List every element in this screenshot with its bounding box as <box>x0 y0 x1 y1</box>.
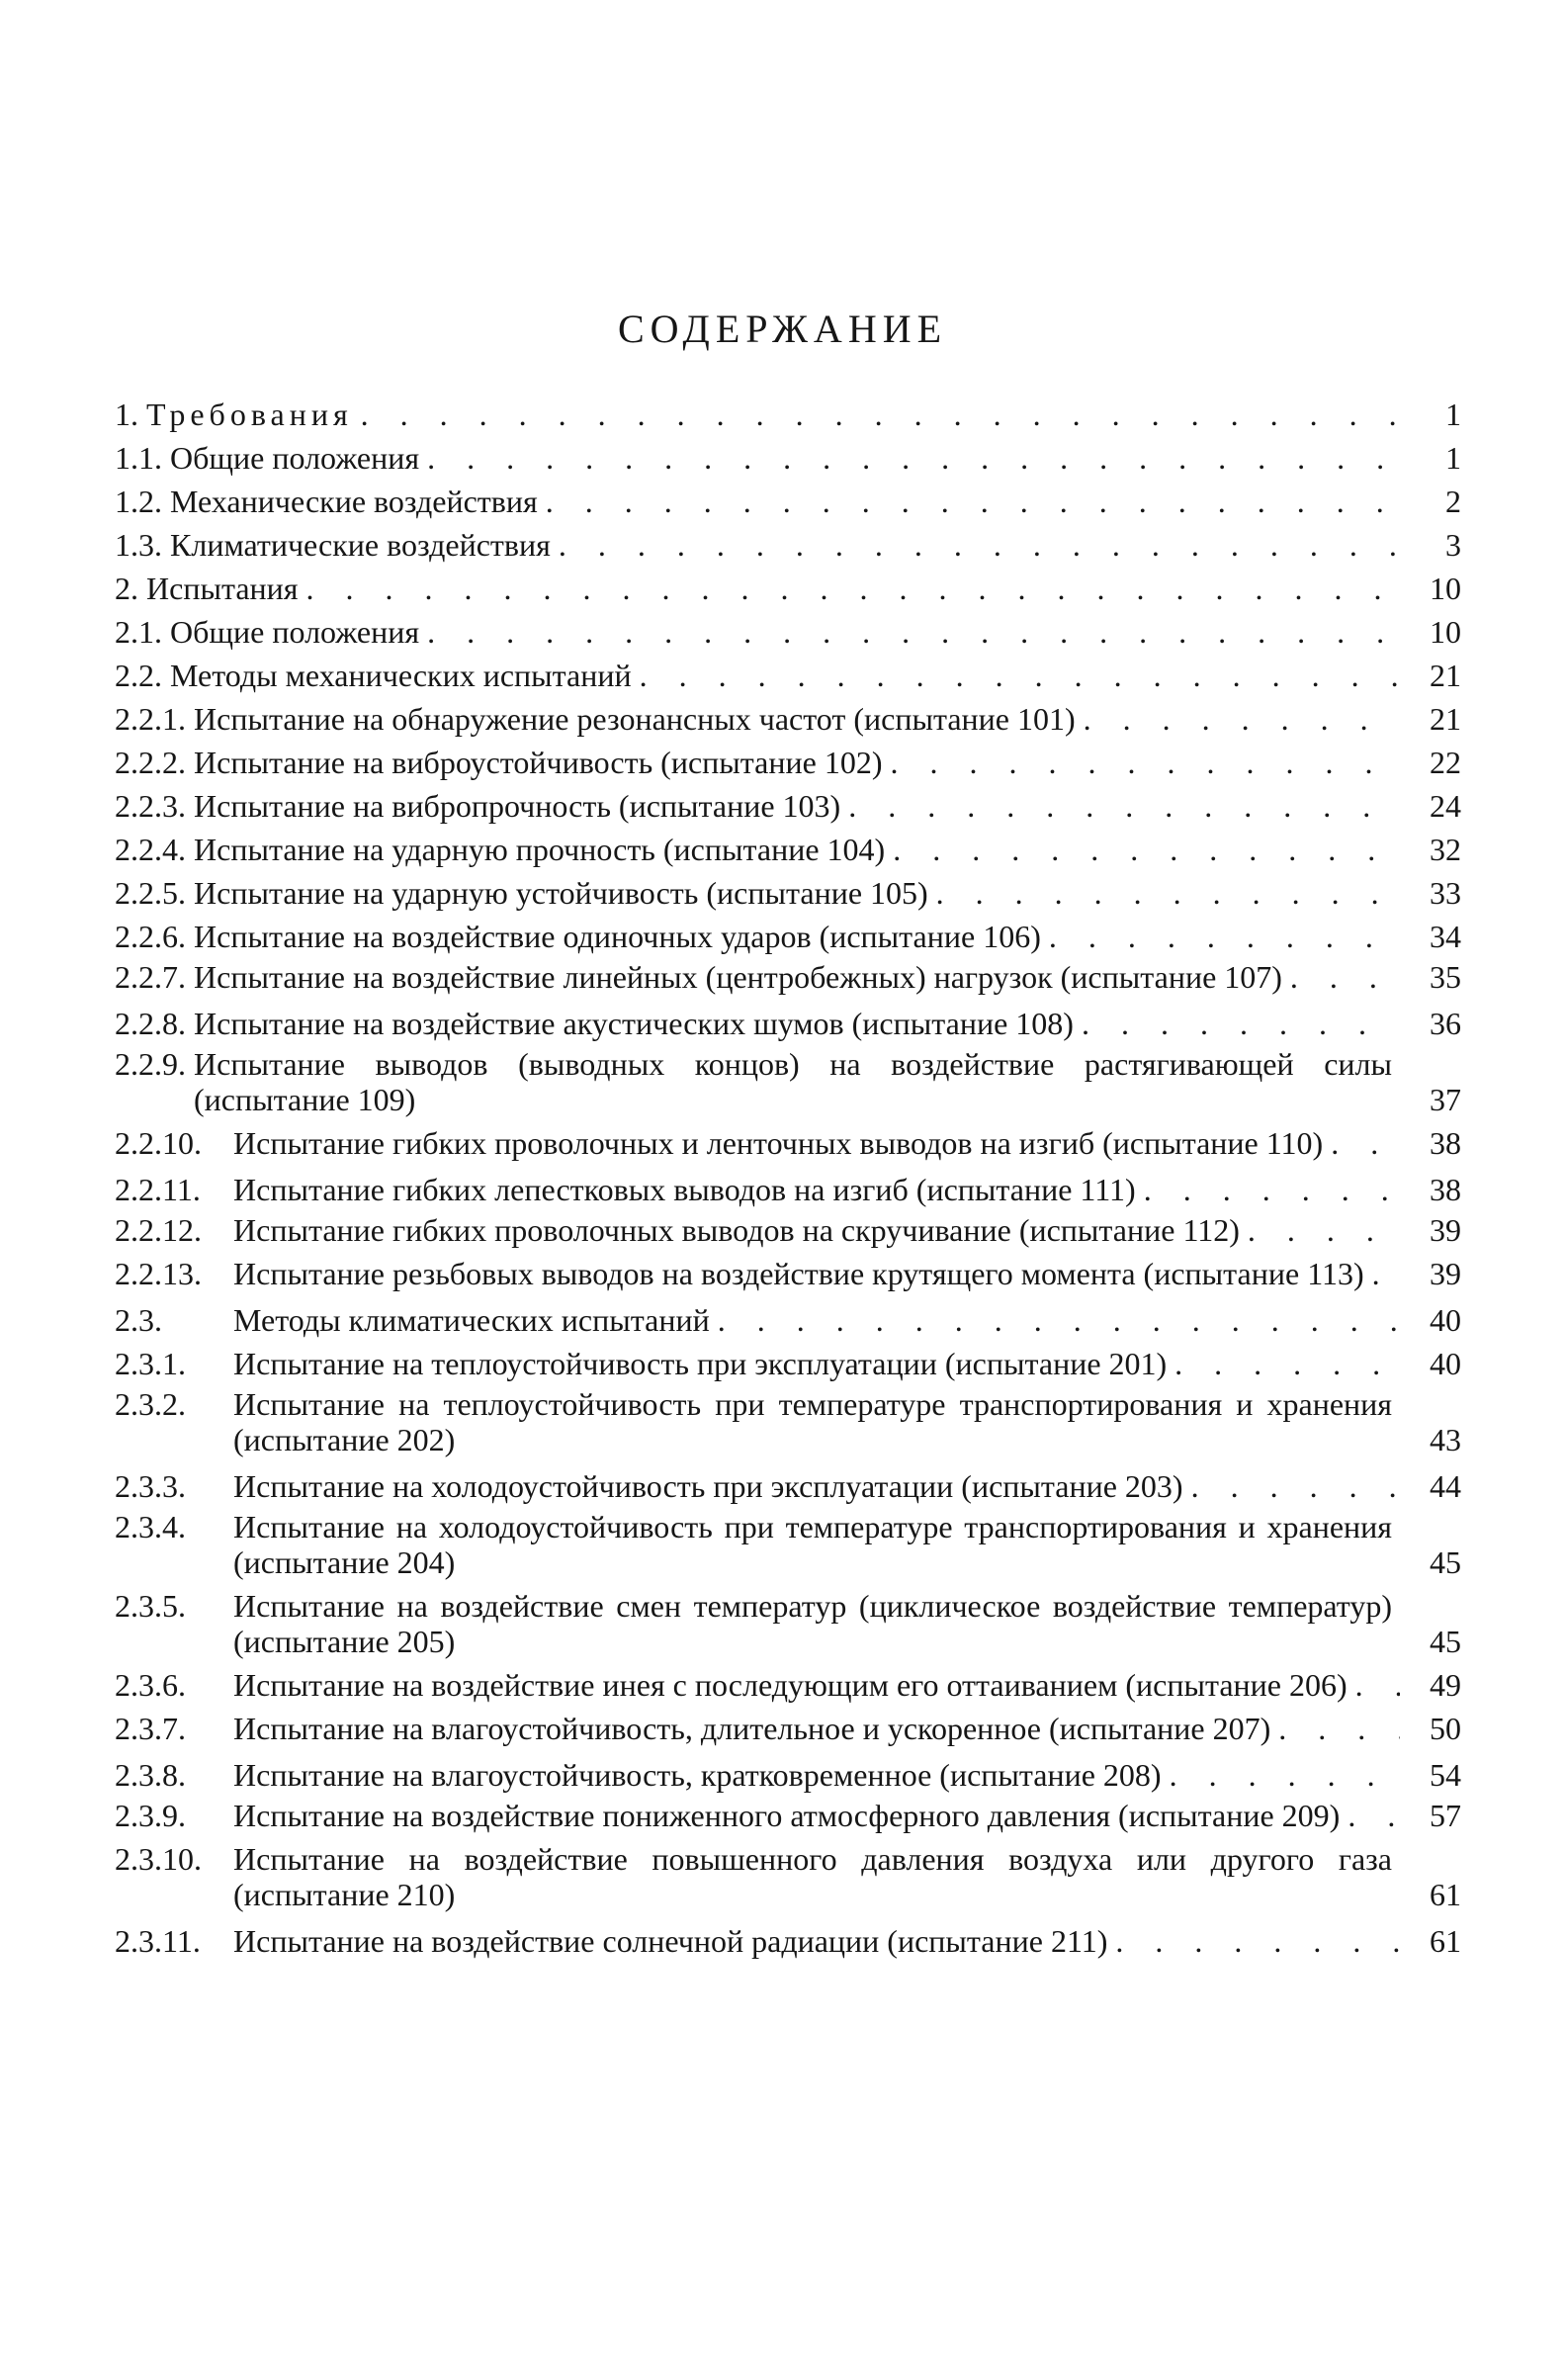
toc-entry-number: 2. <box>115 571 138 606</box>
toc-entry-body <box>146 568 1400 610</box>
toc-entry-title: Испытание на холодоустойчивость при температуре транспортирования и хранения (испытание 204) <box>233 1509 1392 1580</box>
toc-entry <box>115 1667 1461 1703</box>
toc-entry-title: Испытание на вибропрочность (испытание 103) <box>194 788 841 824</box>
toc-entry-page: 45 <box>1430 1624 1461 1659</box>
toc-entry <box>115 1343 1461 1385</box>
page-title: СОДЕРЖАНИЕ <box>617 307 948 351</box>
toc-entry-number: 2.2.9. <box>115 1046 186 1082</box>
toc-leader-dots <box>848 785 1400 828</box>
toc-entry-title: Испытание на воздействие смен температур (циклическое воздействие температур) (испытание 205) <box>233 1588 1392 1659</box>
toc-entry-title: Испытание на воздействие одиночных ударов (испытание 106) <box>194 919 1041 954</box>
toc-entry-number: 2.2.7. <box>115 959 186 995</box>
toc-entry-gap <box>186 785 194 828</box>
toc-entry <box>115 1465 1461 1508</box>
toc-entry-title: Испытание на воздействие пониженного атмосферного давления (испытание 209) <box>233 1798 1341 1833</box>
toc-entry-title: Испытание выводов (выводных концов) на воздействие растягивающей силы (испытание 109) <box>194 1046 1392 1117</box>
toc-entry-title: Испытание на теплоустойчивость при эксплуатации (испытание 201) <box>233 1346 1168 1381</box>
toc-leader-dots <box>1372 1256 1400 1291</box>
toc-entry-number: 2.2.2. <box>115 745 186 780</box>
toc-entry-title: Методы механических испытаний <box>170 658 632 693</box>
toc-entry-title: Испытание на холодоустойчивость при эксплуатации (испытание 203) <box>233 1468 1183 1504</box>
toc-entry-body <box>233 1588 1400 1659</box>
toc-entry-title: Испытание гибких проволочных выводов на скручивание (испытание 112) <box>233 1212 1240 1248</box>
toc-entry-number: 2.2.12. <box>115 1212 202 1248</box>
toc-entry-number: 2.3.5. <box>115 1588 186 1624</box>
toc-leader-dots <box>1248 1212 1400 1248</box>
toc-entry-body <box>194 785 1400 828</box>
toc-entry <box>115 1841 1461 1912</box>
toc-entry-page: 33 <box>1430 875 1461 911</box>
toc-entry-page: 3 <box>1445 527 1461 563</box>
toc-entry-page: 39 <box>1430 1212 1461 1248</box>
toc-entry-title: Испытание гибких лепестковых выводов на изгиб (испытание 111) <box>233 1172 1136 1207</box>
toc-entry-number: 2.2.3. <box>115 788 186 824</box>
toc-entry <box>115 1299 1461 1342</box>
toc-leader-dots <box>718 1299 1400 1342</box>
toc-entry-number: 2.2. <box>115 658 162 693</box>
toc-entry-gap <box>186 1046 194 1117</box>
toc-leader-dots <box>640 655 1400 697</box>
toc-entry-number: 1. <box>115 397 138 432</box>
toc-entry-page: 36 <box>1430 1006 1461 1041</box>
toc-entry-title: Испытание на воздействие акустических шумов (испытание 108) <box>194 1006 1074 1041</box>
toc-entry-page: 45 <box>1430 1544 1461 1580</box>
toc-entry-gap <box>186 872 194 915</box>
toc-entry-title: Испытания <box>146 571 299 606</box>
toc-entry-body <box>194 829 1400 871</box>
toc-entry <box>115 611 1461 654</box>
toc-entry-gap <box>186 959 194 995</box>
toc-entry-title: Испытание на воздействие инея с последующим его оттаиванием (испытание 206) <box>233 1667 1348 1703</box>
toc-entry-title: Испытание на обнаружение резонансных частот (испытание 101) <box>194 701 1076 737</box>
toc-entry-body <box>170 524 1400 567</box>
toc-entry-page: 57 <box>1430 1798 1461 1833</box>
toc-entry-page: 1 <box>1445 397 1461 432</box>
toc-entry <box>115 524 1461 567</box>
toc-entry-body <box>233 1169 1400 1211</box>
toc-entry <box>115 698 1461 741</box>
toc-entry <box>115 1046 1461 1117</box>
toc-entry-number: 2.2.1. <box>115 701 186 737</box>
toc-leader-dots <box>1084 698 1400 741</box>
toc-entry-body <box>194 872 1400 915</box>
toc-entry-page: 54 <box>1430 1757 1461 1793</box>
toc-entry-body <box>194 1046 1400 1117</box>
toc-entry-page: 10 <box>1430 571 1461 606</box>
toc-entry-body <box>233 1212 1400 1248</box>
toc-leader-dots <box>1115 1920 1400 1963</box>
toc-entry <box>115 1711 1461 1746</box>
toc-entry-number: 2.2.6. <box>115 919 186 954</box>
toc-entry-page: 21 <box>1430 658 1461 693</box>
toc-entry-title: Испытание на ударную устойчивость (испытание 105) <box>194 875 928 911</box>
toc-leader-dots <box>1174 1343 1400 1385</box>
toc-entry-gap <box>186 829 194 871</box>
toc-entry-gap <box>186 742 194 784</box>
toc-entry <box>115 916 1461 958</box>
toc-leader-dots <box>305 568 1400 610</box>
toc-entry-body <box>194 1003 1400 1045</box>
toc-entry <box>115 655 1461 697</box>
toc-entry <box>115 481 1461 523</box>
toc-leader-dots <box>559 524 1400 567</box>
toc-entry-title: Испытание на влагоустойчивость, длительное и ускоренное (испытание 207) <box>233 1711 1271 1746</box>
toc-entry <box>115 959 1461 995</box>
toc-entry-gap <box>162 655 170 697</box>
toc-entry <box>115 1920 1461 1963</box>
toc-leader-dots <box>1348 1798 1400 1833</box>
toc-entry-page: 37 <box>1430 1082 1461 1117</box>
toc-entry-page: 44 <box>1430 1468 1461 1504</box>
toc-leader-dots <box>893 829 1400 871</box>
toc-leader-dots <box>1049 916 1400 958</box>
toc-entry-number: 2.3.2. <box>115 1386 186 1422</box>
toc-entry-page: 24 <box>1430 788 1461 824</box>
toc-leader-dots <box>1170 1754 1400 1797</box>
toc-entry-gap <box>162 524 170 567</box>
toc-entry-number: 2.3.10. <box>115 1841 202 1877</box>
toc-entry-number: 2.2.11. <box>115 1172 201 1207</box>
toc-entry-title: Испытание на виброустойчивость (испытание 102) <box>194 745 883 780</box>
toc-entry <box>115 1212 1461 1248</box>
toc-entry-title: Испытание резьбовых выводов на воздействие крутящего момента (испытание 113) <box>233 1256 1364 1291</box>
toc-entry-number: 2.3.6. <box>115 1667 186 1703</box>
toc-entry-body <box>194 698 1400 741</box>
toc-leader-dots <box>1191 1465 1400 1508</box>
toc-entry-title: Испытание на влагоустойчивость, кратковременное (испытание 208) <box>233 1757 1162 1793</box>
toc-entry <box>115 1003 1461 1045</box>
toc-entry-page: 40 <box>1430 1346 1461 1381</box>
toc-entry-body <box>170 481 1400 523</box>
toc-entry-gap <box>186 698 194 741</box>
toc-entry-gap <box>138 394 146 436</box>
toc-entry-title: Испытание на теплоустойчивость при температуре транспортирования и хранения (испытание 202) <box>233 1386 1392 1457</box>
toc-entry-body <box>233 1667 1400 1703</box>
toc-leader-dots <box>1082 1003 1400 1045</box>
toc-entry-page: 21 <box>1430 701 1461 737</box>
toc-entry-page: 40 <box>1430 1302 1461 1338</box>
toc-entry-gap <box>162 611 170 654</box>
toc-entry-body <box>194 959 1400 995</box>
toc-leader-dots <box>1355 1667 1400 1703</box>
toc-leader-dots <box>936 872 1400 915</box>
toc-entry-gap <box>186 916 194 958</box>
toc-entry-number: 2.2.10. <box>115 1125 202 1161</box>
toc-entry-page: 10 <box>1430 614 1461 650</box>
toc-entry-title: Общие положения <box>170 440 420 476</box>
toc-entry <box>115 829 1461 871</box>
toc-entry-number: 2.3.8. <box>115 1757 186 1793</box>
toc-entry-body <box>233 1343 1400 1385</box>
toc-entry-body <box>233 1798 1400 1833</box>
toc-entry <box>115 1798 1461 1833</box>
toc-entry-gap <box>138 568 146 610</box>
toc-entry <box>115 785 1461 828</box>
toc-entry-body <box>233 1465 1400 1508</box>
toc-leader-dots <box>361 394 1400 436</box>
toc-leader-dots <box>1331 1125 1400 1161</box>
toc-entry-number: 2.3. <box>115 1302 162 1338</box>
toc-entry-body <box>194 916 1400 958</box>
toc-entry-body <box>233 1125 1400 1161</box>
toc-entry <box>115 1256 1461 1291</box>
toc-leader-dots <box>1144 1169 1400 1211</box>
table-of-contents <box>115 394 1461 1964</box>
toc-entry <box>115 1169 1461 1211</box>
toc-entry-body <box>233 1256 1400 1291</box>
toc-entry <box>115 872 1461 915</box>
toc-entry-page: 32 <box>1430 832 1461 867</box>
toc-entry-page: 49 <box>1430 1667 1461 1703</box>
toc-leader-dots <box>546 481 1400 523</box>
toc-entry-number: 2.3.9. <box>115 1798 186 1833</box>
toc-entry-body <box>233 1299 1400 1342</box>
toc-entry-number: 2.2.5. <box>115 875 186 911</box>
toc-entry-page: 35 <box>1430 959 1461 995</box>
toc-entry-page: 38 <box>1430 1125 1461 1161</box>
toc-entry-number: 2.3.3. <box>115 1468 186 1504</box>
toc-leader-dots <box>427 611 1400 654</box>
toc-entry-body <box>146 394 1400 436</box>
toc-entry-body <box>170 655 1400 697</box>
toc-entry-page: 34 <box>1430 919 1461 954</box>
toc-entry-page: 1 <box>1445 440 1461 476</box>
toc-entry-body <box>194 742 1400 784</box>
toc-entry-title: Испытание гибких проволочных и ленточных выводов на изгиб (испытание 110) <box>233 1125 1324 1161</box>
toc-entry <box>115 1125 1461 1161</box>
toc-entry-page: 2 <box>1445 484 1461 519</box>
toc-entry-number: 2.2.13. <box>115 1256 202 1291</box>
toc-entry-title: Механические воздействия <box>170 484 538 519</box>
toc-entry-title: Испытание на воздействие солнечной радиации (испытание 211) <box>233 1923 1108 1959</box>
toc-entry-body <box>233 1711 1400 1746</box>
toc-entry-gap <box>162 437 170 480</box>
toc-entry-number: 2.3.4. <box>115 1509 186 1544</box>
toc-entry-body <box>233 1754 1400 1797</box>
toc-entry-body <box>233 1386 1400 1457</box>
toc-entry <box>115 437 1461 480</box>
toc-entry <box>115 742 1461 784</box>
toc-entry-title: Требования <box>146 397 353 432</box>
toc-entry-page: 22 <box>1430 745 1461 780</box>
toc-entry-page: 38 <box>1430 1172 1461 1207</box>
toc-entry <box>115 1386 1461 1457</box>
toc-entry-number: 2.2.4. <box>115 832 186 867</box>
toc-entry-number: 2.2.8. <box>115 1006 186 1041</box>
toc-entry <box>115 1754 1461 1797</box>
toc-entry-number: 2.1. <box>115 614 162 650</box>
toc-entry-number: 1.1. <box>115 440 162 476</box>
toc-entry-page: 61 <box>1430 1923 1461 1959</box>
toc-entry <box>115 568 1461 610</box>
toc-entry-gap <box>186 1003 194 1045</box>
toc-entry-body <box>170 611 1400 654</box>
toc-entry-body <box>233 1509 1400 1580</box>
toc-entry-page: 61 <box>1430 1877 1461 1912</box>
toc-leader-dots <box>427 437 1400 480</box>
toc-entry-page: 39 <box>1430 1256 1461 1291</box>
toc-entry-number: 2.3.1. <box>115 1346 186 1381</box>
toc-entry-title: Испытание на воздействие линейных (центробежных) нагрузок (испытание 107) <box>194 959 1282 995</box>
toc-entry-number: 2.3.7. <box>115 1711 186 1746</box>
toc-entry <box>115 1588 1461 1659</box>
toc-entry-gap <box>162 481 170 523</box>
toc-entry-number: 2.3.11. <box>115 1923 201 1959</box>
toc-leader-dots <box>1290 959 1400 995</box>
toc-entry-body <box>170 437 1400 480</box>
toc-entry-number: 1.3. <box>115 527 162 563</box>
toc-entry-title: Климатические воздействия <box>170 527 551 563</box>
toc-entry-page: 43 <box>1430 1422 1461 1457</box>
toc-entry-body <box>233 1920 1400 1963</box>
toc-entry-title: Методы климатических испытаний <box>233 1302 710 1338</box>
toc-entry-page: 50 <box>1430 1711 1461 1746</box>
toc-entry-title: Испытание на ударную прочность (испытание 104) <box>194 832 886 867</box>
toc-leader-dots <box>890 742 1400 784</box>
toc-entry <box>115 1509 1461 1580</box>
toc-leader-dots <box>1278 1711 1400 1746</box>
toc-entry-title: Испытание на воздействие повышенного давления воздуха или другого газа (испытание 210) <box>233 1841 1392 1912</box>
toc-entry <box>115 394 1461 436</box>
toc-entry-body <box>233 1841 1400 1912</box>
toc-entry-number: 1.2. <box>115 484 162 519</box>
toc-entry-title: Общие положения <box>170 614 420 650</box>
